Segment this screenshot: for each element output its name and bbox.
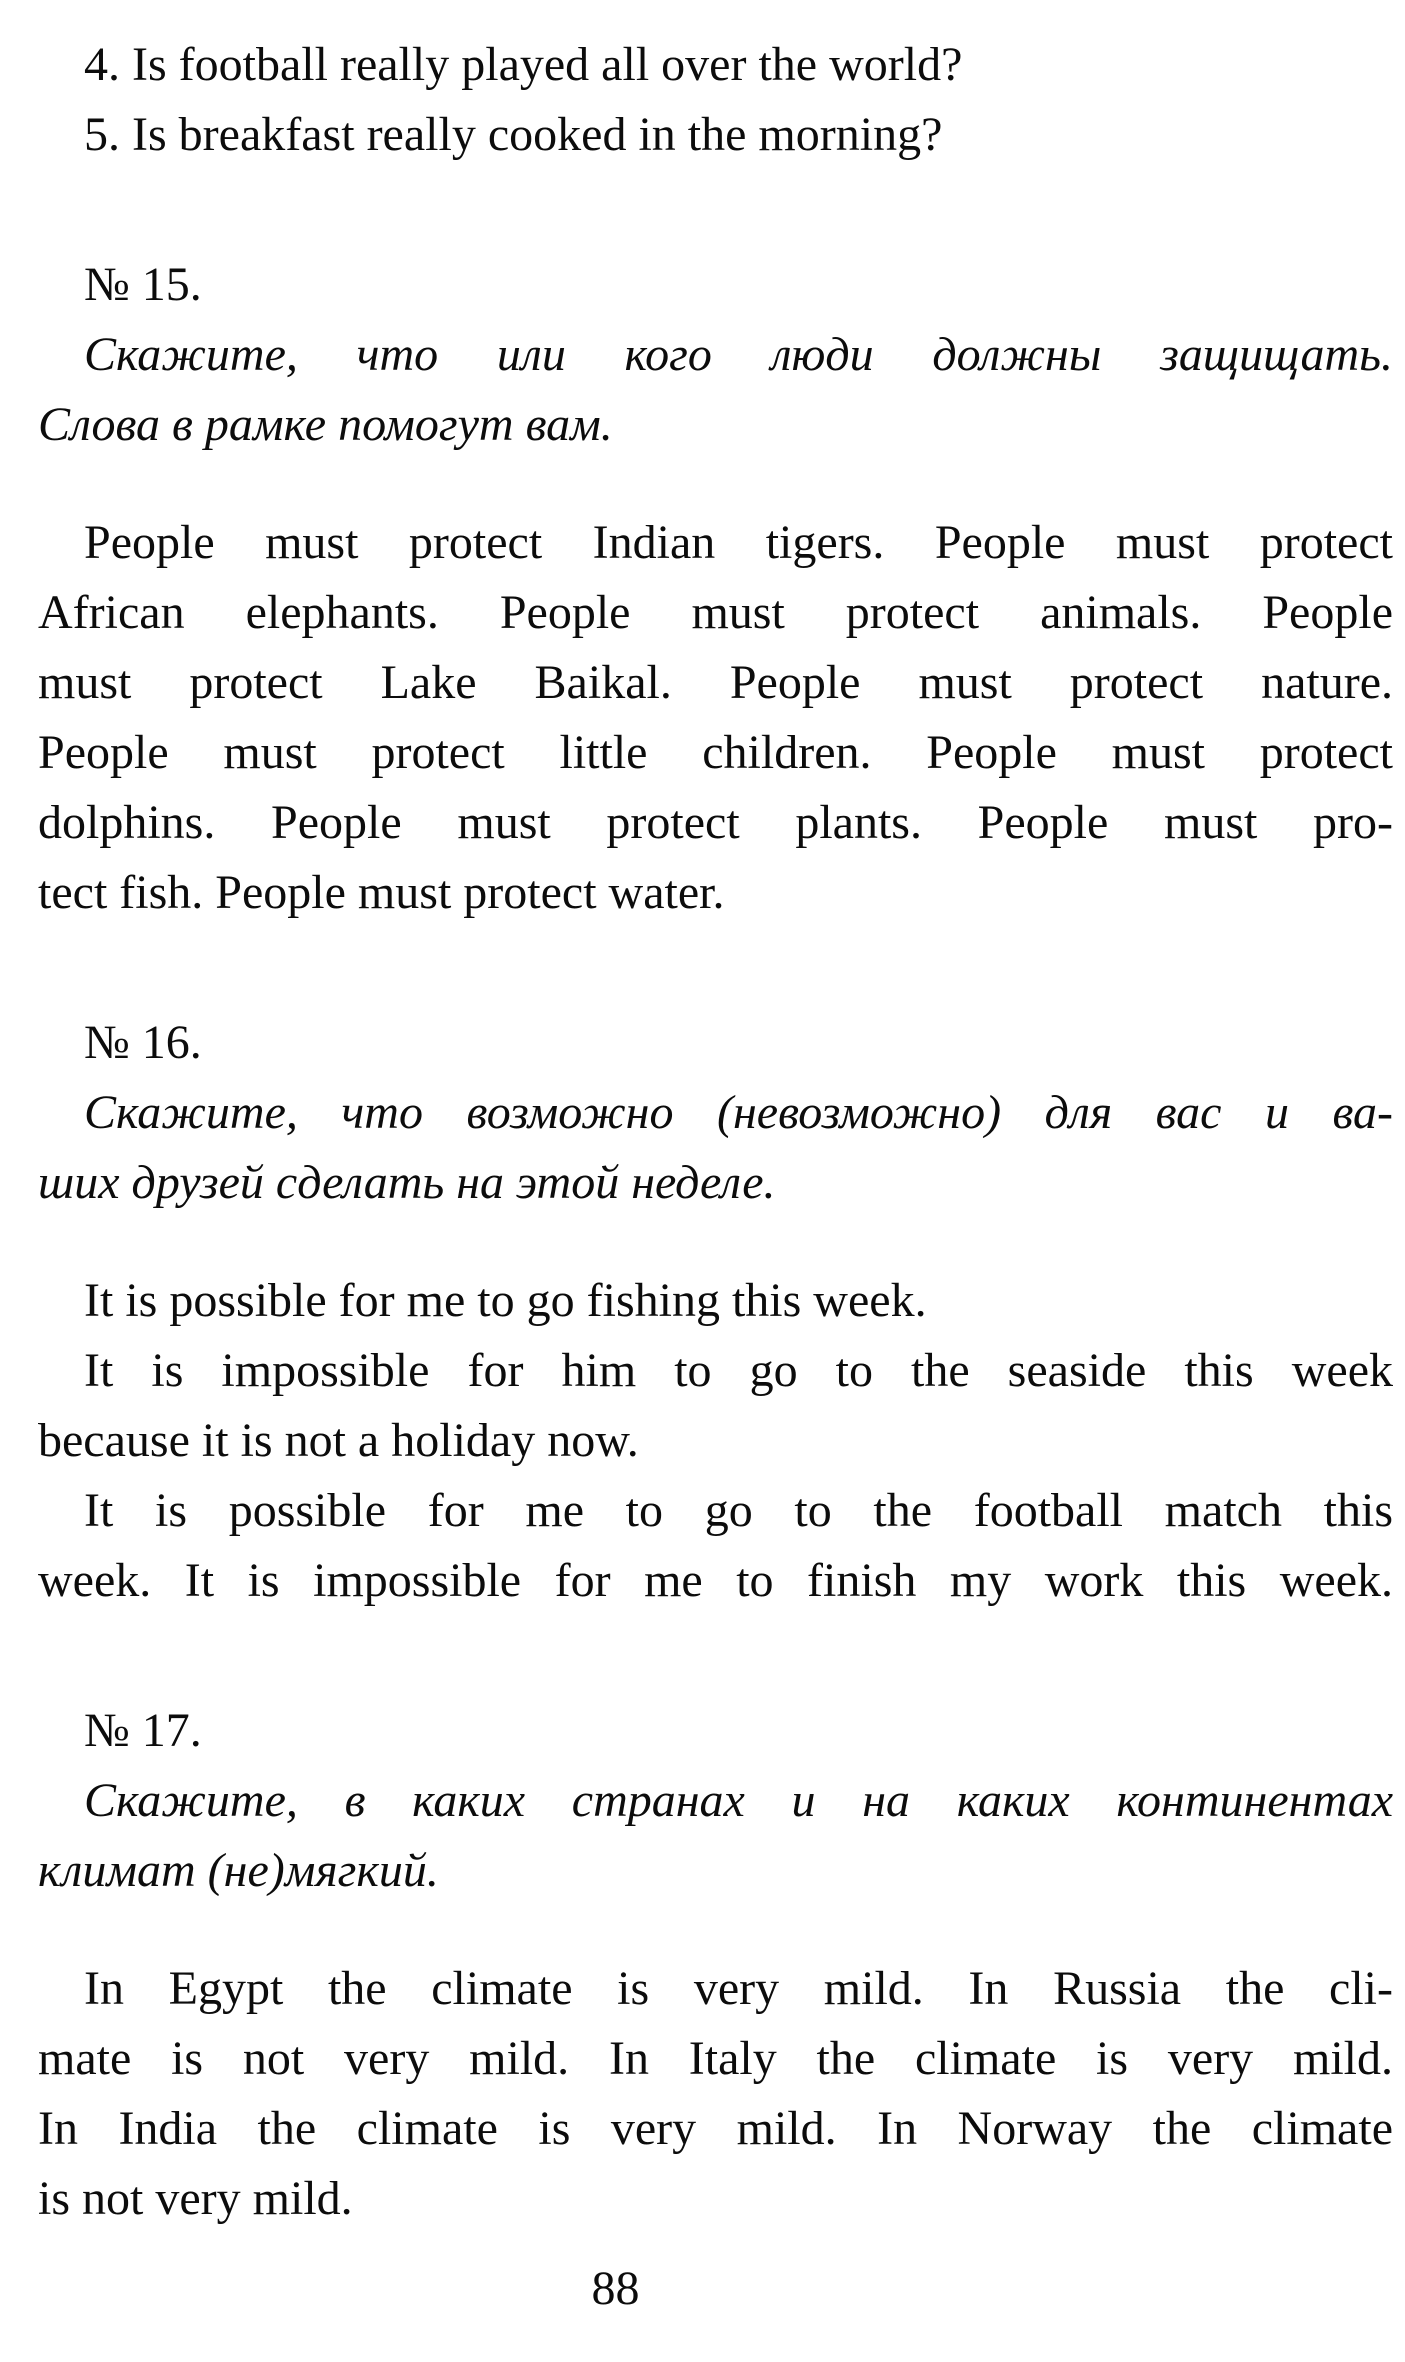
body-block: [38, 1954, 1393, 2234]
text-line: People must protect Indian tigers. People must protect: [84, 516, 1393, 569]
body-block: [38, 508, 1393, 928]
text-line: People must protect little children. People must protect: [38, 726, 1393, 779]
text-line: It is impossible for him to go to the seaside this week: [84, 1344, 1393, 1397]
heading-block: [38, 1696, 1393, 1766]
text-line: Слова в рамке помогут вам.: [38, 398, 613, 451]
text-line: African elephants. People must protect animals. People: [38, 586, 1393, 639]
text-line: № 16.: [84, 1016, 202, 1069]
text-line: климат (не)мягкий.: [38, 1844, 439, 1897]
instruction-block: [38, 320, 1393, 460]
text-line: because it is not a holiday now.: [38, 1414, 639, 1467]
text-line: 5. Is breakfast really cooked in the morning?: [84, 108, 943, 161]
text-line: tect fish. People must protect water.: [38, 866, 725, 919]
text-line: Скажите, что или кого люди должны защищать.: [84, 328, 1393, 381]
text-line: It is possible for me to go to the football match this: [84, 1484, 1393, 1537]
body-plain-block: [38, 30, 1393, 170]
instruction-block: [38, 1766, 1393, 1906]
text-line: dolphins. People must protect plants. People must pro-: [38, 796, 1393, 849]
text-line: Скажите, в каких странах и на каких континентах: [84, 1774, 1393, 1827]
text-line: № 17.: [84, 1704, 202, 1757]
text-line: week. It is impossible for me to finish my work this week.: [38, 1554, 1393, 1607]
text-line: № 15.: [84, 258, 202, 311]
text-line: It is possible for me to go fishing this week.: [84, 1274, 927, 1327]
text-line: In India the climate is very mild. In Norway the climate: [38, 2102, 1393, 2155]
document-blocks: [38, 30, 1393, 2234]
text-line: 4. Is football really played all over the world?: [84, 38, 963, 91]
text-line: In Egypt the climate is very mild. In Russia the cli-: [84, 1962, 1393, 2015]
text-line: must protect Lake Baikal. People must protect nature.: [38, 656, 1393, 709]
text-line: mate is not very mild. In Italy the climate is very mild.: [38, 2032, 1393, 2085]
text-line: Скажите, что возможно (невозможно) для вас и ва-: [84, 1086, 1393, 1139]
text-line: ших друзей сделать на этой неделе.: [38, 1156, 776, 1209]
page-number: 88: [591, 2262, 640, 2315]
text-line: is not very mild.: [38, 2172, 353, 2225]
instruction-block: [38, 1078, 1393, 1218]
body-block: [38, 1266, 1393, 1616]
heading-block: [38, 1008, 1393, 1078]
heading-block: [38, 250, 1393, 320]
